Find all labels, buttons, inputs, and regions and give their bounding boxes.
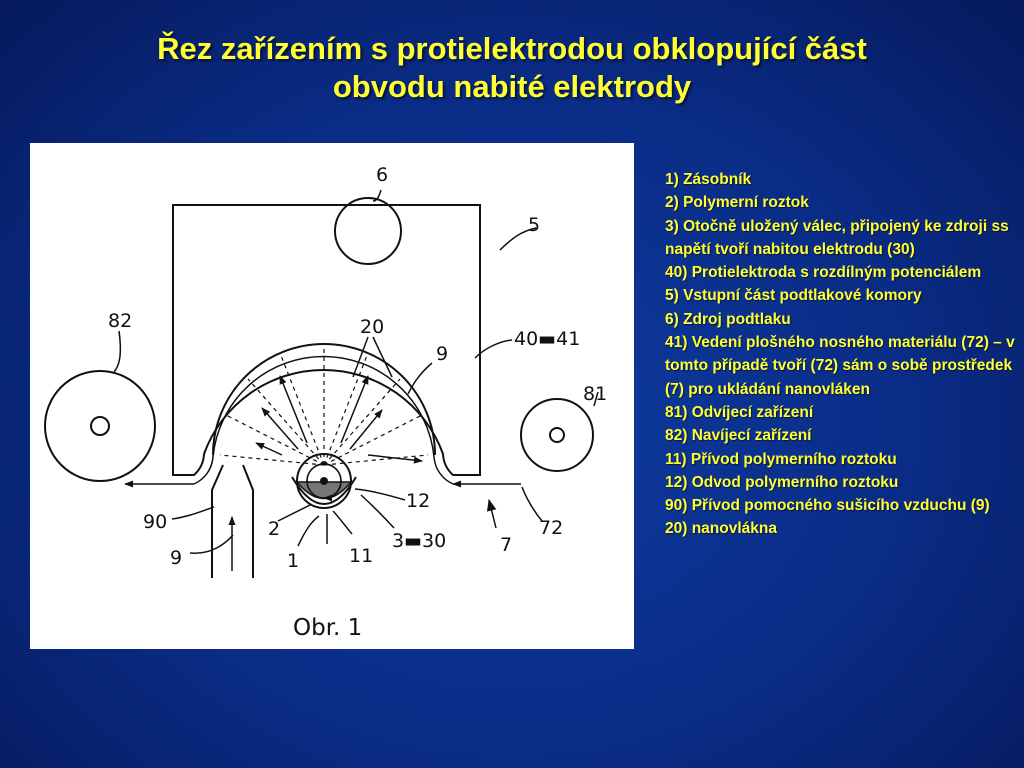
leader-20-left [353,337,368,377]
label-9-bottom: 9 [170,547,183,569]
title-line-2: obvodu nabité elektrody [332,69,692,104]
label-12: 12 [406,490,431,512]
legend-item: 5) Vstupní část podtlakové komory [665,287,922,305]
leader-3-30 [361,495,394,528]
slide-title [60,30,964,106]
figure-caption: Obr. 1 [293,615,363,641]
legend-item: 20) nanovlákna [665,520,777,538]
legend-item: 12) Odvod polymerního roztoku [665,473,899,491]
leader-82 [114,331,120,372]
label-90: 90 [143,511,168,533]
leader-9-top [408,363,432,394]
legend-item: 1) Zásobník [665,171,752,188]
leader-72 [522,487,542,521]
air-nozzle-right [243,465,253,578]
leader-12 [355,489,405,500]
label-2: 2 [268,518,281,540]
cylinder-axis [320,477,328,485]
label-20: 20 [360,316,385,338]
legend-list [665,168,1015,541]
unwinding-roll-core [550,428,564,442]
label-5: 5 [528,214,541,236]
legend-item: 90) Přívod pomocného sušicího vzduchu (9) [665,497,990,515]
leader-1 [298,516,319,546]
device-diagram [30,143,634,649]
nanofiber-arrows [256,376,422,461]
diagram-drawing [30,143,634,649]
legend-item: 81) Odvíjecí zařízení [665,403,814,421]
winding-roll-core [91,417,109,435]
leader-2 [278,505,310,521]
winding-roll [45,371,155,481]
leader-11 [333,511,352,534]
label-72: 72 [539,517,564,539]
leader-90 [172,507,214,519]
label-40-41: 40▬41 [514,328,581,350]
legend-item: 40) Protielektroda s rozdílným potenciálem [665,264,982,282]
legend-item: 82) Navíjecí zařízení [665,427,812,445]
label-81: 81 [583,383,608,405]
legend-item: 11) Přívod polymerního roztoku [665,450,897,468]
label-7: 7 [500,534,513,556]
label-1: 1 [287,550,300,572]
label-3-30: 3▬30 [392,530,447,552]
vacuum-source-circle [335,198,401,264]
unwinding-roll [521,399,593,471]
legend-item: 2) Polymerní roztok [665,194,809,212]
label-82: 82 [108,310,133,332]
legend-item: 3) Otočně uložený válec, připojený ke zdroji ss napětí tvoří nabitou elektrodu (30) [665,217,1009,258]
label-6: 6 [376,164,389,186]
deposition-arrow-7 [489,500,496,528]
label-11: 11 [349,545,374,567]
legend-item: 6) Zdroj podtlaku [665,310,791,328]
air-nozzle-left [212,465,223,578]
label-9-top: 9 [436,343,449,365]
legend-item: 41) Vedení plošného nosného materiálu (72) – v tomto případě tvoří (72) sám o sobě prostředek (7) pro ukládání nanovláken [665,334,1015,398]
nanofiber-streams [220,344,428,465]
title-line-1: Řez zařízením s protielektrodou obklopující část [157,31,867,66]
